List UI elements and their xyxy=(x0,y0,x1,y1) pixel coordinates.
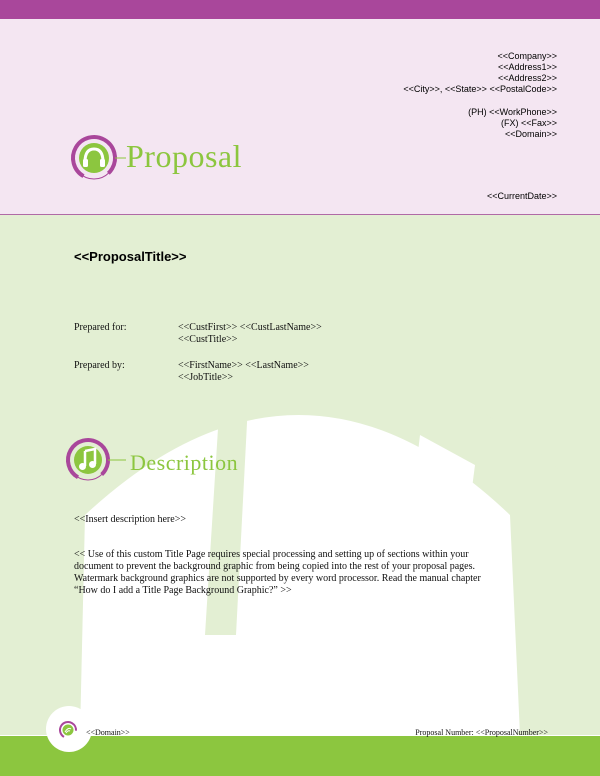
wifi-waves-icon xyxy=(58,720,78,740)
top-accent-bar xyxy=(0,0,600,19)
description-heading: Description xyxy=(130,450,239,475)
page-title: Proposal xyxy=(126,138,242,174)
prepared-by-title: <<JobTitle>> xyxy=(178,372,233,383)
prepared-by-name: <<FirstName>> <<LastName>> xyxy=(178,360,309,371)
prepared-for-title: <<CustTitle>> xyxy=(178,334,238,345)
header-divider xyxy=(0,214,600,215)
description-placeholder: <<Insert description here>> xyxy=(74,514,186,525)
music-note-icon xyxy=(64,434,126,486)
proposal-title: <<ProposalTitle>> xyxy=(74,249,187,264)
notice-line: “How do I add a Title Page Background Graphic?” >> xyxy=(74,585,292,596)
headphones-icon xyxy=(66,129,126,189)
notice-line: document to prevent the background graphic from being copied into the rest of your proposal pages. xyxy=(74,561,475,572)
notice-line: Watermark background graphics are not supported by every word processor. Read the manual chapter xyxy=(74,573,481,584)
footer-proposal-number: Proposal Number: <<ProposalNumber>> xyxy=(415,728,548,737)
footer-domain: <<Domain>> xyxy=(86,728,130,737)
address1-field: <<Address1>> xyxy=(497,62,557,72)
bottom-accent-bar xyxy=(0,736,600,776)
work-phone-field: (PH) <<WorkPhone>> xyxy=(468,107,557,117)
company-field: <<Company>> xyxy=(497,51,557,61)
prepared-for-label: Prepared for: xyxy=(74,322,127,333)
domain-field: <<Domain>> xyxy=(504,129,557,139)
address2-field: <<Address2>> xyxy=(497,73,557,83)
current-date-field: <<CurrentDate>> xyxy=(486,191,557,201)
city-state-postal-field: <<City>>, <<State>> <<PostalCode>> xyxy=(403,84,557,94)
fax-field: (FX) <<Fax>> xyxy=(500,118,557,128)
template-notice xyxy=(74,549,554,597)
notice-line: << Use of this custom Title Page requires special processing and setting up of sections within your xyxy=(74,549,469,560)
prepared-by-label: Prepared by: xyxy=(74,360,125,371)
prepared-for-name: <<CustFirst>> <<CustLastName>> xyxy=(178,322,322,333)
